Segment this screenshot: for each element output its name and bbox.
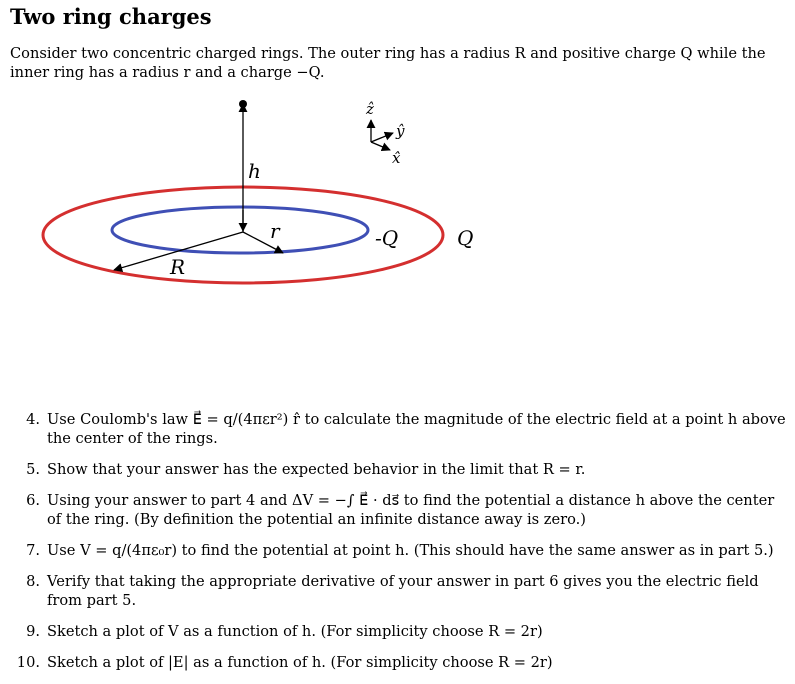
page-title: Two ring charges: [10, 4, 212, 29]
label-h: h: [248, 159, 261, 183]
list-item: 9. Sketch a plot of V as a function of h. (For simplicity choose R = 2r): [26, 623, 543, 640]
list-item: 4. Use Coulomb's law E⃗ = q/(4πεr²) r̂ to calculate the magnitude of the electric field at a point h above the center of the rings.: [26, 411, 786, 447]
label-q: Q: [457, 226, 474, 250]
ring-charges-figure: [0, 90, 795, 300]
x-axis-arrow: [371, 142, 390, 150]
label-neg-q: -Q: [375, 226, 399, 250]
list-item: 8. Verify that taking the appropriate derivative of your answer in part 6 gives you the electric field from part 5.: [26, 573, 759, 609]
list-item: 5. Show that your answer has the expected behavior in the limit that R = r.: [26, 461, 586, 478]
y-axis-label: ŷ: [396, 122, 405, 140]
label-r: r: [270, 219, 280, 243]
y-axis-arrow: [371, 133, 393, 142]
z-axis-label: ẑ: [366, 100, 374, 118]
field-point: [239, 100, 247, 108]
list-item: 7. Use V = q/(4πε₀r) to find the potential at point h. (This should have the same answer as in part 5.): [26, 542, 774, 559]
list-item: 6. Using your answer to part 4 and ΔV = −∫ E⃗ · ds⃗ to find the potential a distance h above the center of the ring. (By definition the potential an infinite distance away is zero.): [26, 492, 775, 528]
problem-list: [10, 410, 788, 684]
label-R: R: [170, 255, 186, 279]
x-axis-label: x̂: [392, 149, 401, 167]
intro-paragraph: Consider two concentric charged rings. The outer ring has a radius R and positive charge Q while the inner ring has a radius r and a charge −Q.: [10, 45, 766, 81]
list-item: 10. Sketch a plot of |E| as a function of h. (For simplicity choose R = 2r): [16, 654, 553, 671]
inner-ring: [112, 207, 368, 253]
